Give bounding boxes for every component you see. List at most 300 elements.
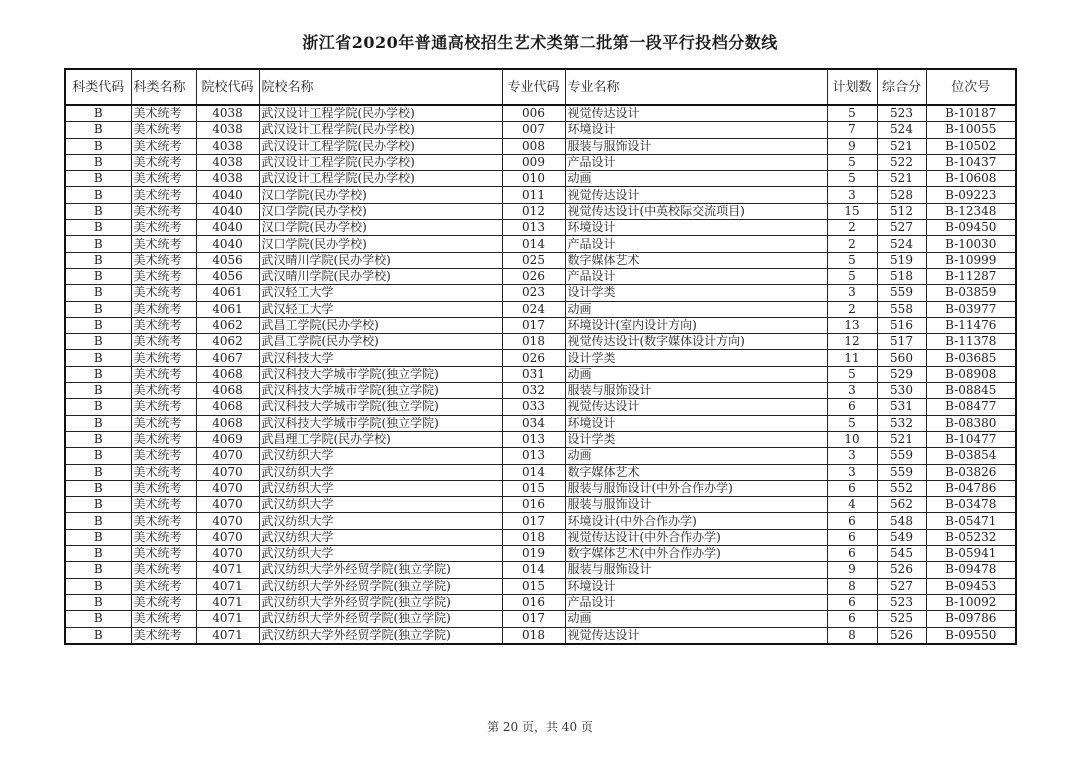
cell-subject-name: 美术统考 [131,399,196,415]
cell-composite-score: 521 [877,431,926,447]
cell-major-code: 007 [502,122,565,138]
header-school-code: 院校代码 [196,69,259,105]
cell-school-name: 武汉纺织大学 [259,464,502,480]
cell-rank-number: B-08477 [926,399,1016,415]
cell-subject-name: 美术统考 [131,594,196,610]
cell-plan-count: 5 [827,105,877,122]
cell-school-name: 武汉设计工程学院(民办学校) [259,138,502,154]
cell-subject-name: 美术统考 [131,105,196,122]
cell-major-code: 014 [502,464,565,480]
cell-major-name: 数字媒体艺术 [565,252,827,268]
cell-major-name: 视觉传达设计 [565,399,827,415]
cell-composite-score: 527 [877,220,926,236]
table-row [65,252,1016,268]
cell-composite-score: 516 [877,317,926,333]
cell-composite-score: 523 [877,594,926,610]
header-subject-name: 科类名称 [131,69,196,105]
cell-school-name: 武汉纺织大学 [259,480,502,496]
table-body [65,105,1016,644]
cell-major-name: 产品设计 [565,268,827,284]
cell-school-code: 4070 [196,480,259,496]
cell-composite-score: 559 [877,448,926,464]
cell-school-name: 武汉纺织大学 [259,448,502,464]
cell-plan-count: 6 [827,529,877,545]
cell-school-code: 4068 [196,415,259,431]
cell-school-name: 武汉纺织大学 [259,497,502,513]
cell-composite-score: 545 [877,546,926,562]
cell-major-code: 008 [502,138,565,154]
cell-plan-count: 5 [827,268,877,284]
cell-subject-name: 美术统考 [131,497,196,513]
cell-subject-name: 美术统考 [131,513,196,529]
cell-major-code: 031 [502,366,565,382]
cell-major-code: 013 [502,220,565,236]
cell-major-name: 服装与服饰设计 [565,383,827,399]
cell-rank-number: B-09450 [926,220,1016,236]
cell-rank-number: B-03685 [926,350,1016,366]
cell-school-name: 武汉轻工大学 [259,285,502,301]
cell-major-code: 013 [502,431,565,447]
cell-subject-code: B [65,105,131,122]
cell-subject-code: B [65,138,131,154]
table-row [65,431,1016,447]
cell-plan-count: 3 [827,187,877,203]
table-header [65,69,1016,105]
cell-composite-score: 560 [877,350,926,366]
table-row [65,236,1016,252]
table-row [65,611,1016,627]
cell-school-name: 汉口学院(民办学校) [259,203,502,219]
cell-subject-code: B [65,252,131,268]
cell-rank-number: B-10030 [926,236,1016,252]
cell-school-name: 武汉纺织大学 [259,546,502,562]
cell-composite-score: 549 [877,529,926,545]
cell-plan-count: 7 [827,122,877,138]
cell-major-name: 动画 [565,171,827,187]
cell-school-name: 汉口学院(民办学校) [259,220,502,236]
cell-subject-code: B [65,366,131,382]
cell-subject-code: B [65,399,131,415]
cell-school-name: 武汉轻工大学 [259,301,502,317]
cell-subject-name: 美术统考 [131,562,196,578]
cell-rank-number: B-11378 [926,334,1016,350]
cell-major-name: 服装与服饰设计 [565,497,827,513]
cell-school-name: 武汉设计工程学院(民办学校) [259,171,502,187]
cell-major-name: 环境设计 [565,220,827,236]
cell-school-code: 4040 [196,220,259,236]
cell-subject-code: B [65,154,131,170]
cell-school-code: 4070 [196,546,259,562]
cell-rank-number: B-04786 [926,480,1016,496]
cell-rank-number: B-08845 [926,383,1016,399]
cell-major-name: 环境设计 [565,415,827,431]
cell-rank-number: B-11287 [926,268,1016,284]
cell-subject-name: 美术统考 [131,350,196,366]
cell-plan-count: 12 [827,334,877,350]
cell-subject-code: B [65,285,131,301]
table-row [65,383,1016,399]
cell-composite-score: 529 [877,366,926,382]
table-row [65,399,1016,415]
table-row [65,350,1016,366]
cell-subject-code: B [65,317,131,333]
cell-subject-name: 美术统考 [131,220,196,236]
cell-subject-code: B [65,497,131,513]
cell-subject-name: 美术统考 [131,334,196,350]
cell-composite-score: 552 [877,480,926,496]
cell-rank-number: B-09478 [926,562,1016,578]
cell-subject-name: 美术统考 [131,252,196,268]
cell-major-code: 013 [502,448,565,464]
table-row [65,138,1016,154]
cell-plan-count: 6 [827,513,877,529]
cell-school-code: 4070 [196,529,259,545]
table-row [65,171,1016,187]
cell-plan-count: 3 [827,383,877,399]
cell-subject-code: B [65,627,131,644]
cell-composite-score: 526 [877,627,926,644]
cell-major-code: 016 [502,594,565,610]
cell-subject-code: B [65,268,131,284]
cell-major-name: 产品设计 [565,236,827,252]
cell-subject-name: 美术统考 [131,138,196,154]
cell-composite-score: 558 [877,301,926,317]
cell-subject-name: 美术统考 [131,480,196,496]
cell-rank-number: B-03977 [926,301,1016,317]
cell-subject-code: B [65,122,131,138]
cell-rank-number: B-03859 [926,285,1016,301]
header-major-name: 专业名称 [565,69,827,105]
table-row [65,546,1016,562]
table-row [65,317,1016,333]
cell-major-name: 视觉传达设计(中外合作办学) [565,529,827,545]
cell-subject-name: 美术统考 [131,285,196,301]
cell-rank-number: B-10477 [926,431,1016,447]
cell-plan-count: 5 [827,252,877,268]
cell-school-name: 武汉纺织大学外经贸学院(独立学院) [259,611,502,627]
table-row [65,497,1016,513]
cell-school-name: 武汉纺织大学 [259,529,502,545]
cell-rank-number: B-03826 [926,464,1016,480]
cell-major-name: 环境设计(中外合作办学) [565,513,827,529]
cell-major-name: 设计学类 [565,350,827,366]
cell-subject-code: B [65,220,131,236]
cell-subject-code: B [65,546,131,562]
cell-school-code: 4061 [196,285,259,301]
cell-composite-score: 526 [877,562,926,578]
cell-subject-name: 美术统考 [131,154,196,170]
cell-plan-count: 6 [827,611,877,627]
cell-composite-score: 548 [877,513,926,529]
cell-subject-code: B [65,187,131,203]
cell-subject-name: 美术统考 [131,203,196,219]
cell-subject-name: 美术统考 [131,578,196,594]
cell-major-name: 视觉传达设计 [565,627,827,644]
cell-school-code: 4068 [196,366,259,382]
cell-school-code: 4038 [196,122,259,138]
cell-subject-name: 美术统考 [131,366,196,382]
cell-composite-score: 530 [877,383,926,399]
cell-major-code: 017 [502,513,565,529]
cell-subject-code: B [65,383,131,399]
table-row [65,220,1016,236]
cell-school-code: 4070 [196,497,259,513]
cell-composite-score: 512 [877,203,926,219]
cell-school-name: 汉口学院(民办学校) [259,187,502,203]
cell-subject-code: B [65,448,131,464]
cell-school-name: 武汉纺织大学外经贸学院(独立学院) [259,627,502,644]
cell-plan-count: 3 [827,285,877,301]
cell-plan-count: 5 [827,154,877,170]
cell-major-name: 环境设计 [565,122,827,138]
cell-major-name: 环境设计(室内设计方向) [565,317,827,333]
cell-school-name: 武汉晴川学院(民办学校) [259,268,502,284]
cell-rank-number: B-05471 [926,513,1016,529]
cell-school-code: 4069 [196,431,259,447]
cell-school-code: 4068 [196,399,259,415]
cell-rank-number: B-08380 [926,415,1016,431]
cell-major-name: 服装与服饰设计 [565,138,827,154]
cell-plan-count: 11 [827,350,877,366]
cell-subject-name: 美术统考 [131,529,196,545]
cell-subject-name: 美术统考 [131,301,196,317]
cell-school-name: 武汉设计工程学院(民办学校) [259,105,502,122]
cell-subject-name: 美术统考 [131,171,196,187]
cell-school-code: 4062 [196,317,259,333]
cell-subject-name: 美术统考 [131,122,196,138]
cell-subject-code: B [65,301,131,317]
cell-plan-count: 2 [827,301,877,317]
cell-subject-name: 美术统考 [131,268,196,284]
cell-plan-count: 9 [827,138,877,154]
table-row [65,480,1016,496]
cell-plan-count: 5 [827,366,877,382]
cell-school-code: 4071 [196,578,259,594]
header-school-name: 院校名称 [259,69,502,105]
table-row [65,562,1016,578]
table-row [65,513,1016,529]
cell-major-code: 019 [502,546,565,562]
cell-major-code: 011 [502,187,565,203]
cell-school-name: 汉口学院(民办学校) [259,236,502,252]
cell-rank-number: B-05941 [926,546,1016,562]
cell-subject-code: B [65,431,131,447]
cell-school-code: 4071 [196,594,259,610]
cell-composite-score: 527 [877,578,926,594]
table-row [65,301,1016,317]
cell-school-code: 4056 [196,268,259,284]
cell-rank-number: B-09223 [926,187,1016,203]
cell-subject-name: 美术统考 [131,611,196,627]
cell-major-name: 环境设计 [565,578,827,594]
cell-major-code: 014 [502,562,565,578]
cell-composite-score: 525 [877,611,926,627]
cell-school-name: 武汉纺织大学外经贸学院(独立学院) [259,578,502,594]
table-row [65,187,1016,203]
cell-major-name: 视觉传达设计(数字媒体设计方向) [565,334,827,350]
cell-school-code: 4070 [196,464,259,480]
cell-plan-count: 4 [827,497,877,513]
admission-score-table [64,68,1017,645]
cell-major-name: 数字媒体艺术 [565,464,827,480]
cell-rank-number: B-10437 [926,154,1016,170]
cell-school-code: 4038 [196,154,259,170]
cell-rank-number: B-12348 [926,203,1016,219]
cell-major-code: 025 [502,252,565,268]
table-row [65,627,1016,644]
cell-composite-score: 528 [877,187,926,203]
cell-major-name: 设计学类 [565,431,827,447]
cell-major-name: 视觉传达设计(中英校际交流项目) [565,203,827,219]
cell-major-code: 026 [502,350,565,366]
cell-major-name: 产品设计 [565,154,827,170]
cell-school-code: 4068 [196,383,259,399]
cell-major-code: 014 [502,236,565,252]
cell-composite-score: 559 [877,285,926,301]
cell-subject-name: 美术统考 [131,415,196,431]
cell-school-name: 武汉纺织大学 [259,513,502,529]
cell-plan-count: 10 [827,431,877,447]
cell-school-code: 4071 [196,627,259,644]
cell-major-code: 010 [502,171,565,187]
cell-composite-score: 531 [877,399,926,415]
cell-plan-count: 5 [827,171,877,187]
cell-subject-name: 美术统考 [131,383,196,399]
cell-school-name: 武汉科技大学城市学院(独立学院) [259,366,502,382]
cell-school-name: 武汉纺织大学外经贸学院(独立学院) [259,562,502,578]
header-plan-count: 计划数 [827,69,877,105]
table-row [65,268,1016,284]
cell-school-name: 武汉设计工程学院(民办学校) [259,154,502,170]
table-row [65,415,1016,431]
cell-major-code: 016 [502,497,565,513]
cell-rank-number: B-03854 [926,448,1016,464]
cell-school-code: 4040 [196,187,259,203]
cell-major-code: 006 [502,105,565,122]
cell-rank-number: B-09550 [926,627,1016,644]
cell-subject-code: B [65,334,131,350]
cell-composite-score: 524 [877,122,926,138]
cell-composite-score: 562 [877,497,926,513]
cell-major-code: 012 [502,203,565,219]
cell-school-code: 4040 [196,236,259,252]
cell-major-name: 产品设计 [565,594,827,610]
cell-composite-score: 522 [877,154,926,170]
cell-school-code: 4038 [196,138,259,154]
cell-subject-code: B [65,203,131,219]
cell-plan-count: 6 [827,594,877,610]
cell-school-code: 4061 [196,301,259,317]
cell-rank-number: B-08908 [926,366,1016,382]
cell-school-name: 武汉科技大学城市学院(独立学院) [259,415,502,431]
cell-major-name: 动画 [565,366,827,382]
cell-subject-code: B [65,562,131,578]
document-title: 浙江省2020年普通高校招生艺术类第二批第一段平行投档分数线 [302,33,778,52]
cell-major-code: 018 [502,529,565,545]
cell-major-name: 视觉传达设计 [565,187,827,203]
cell-composite-score: 521 [877,171,926,187]
cell-major-code: 032 [502,383,565,399]
cell-major-name: 动画 [565,611,827,627]
cell-plan-count: 6 [827,399,877,415]
cell-school-code: 4038 [196,105,259,122]
cell-school-code: 4071 [196,611,259,627]
cell-plan-count: 8 [827,627,877,644]
table-row [65,334,1016,350]
cell-school-name: 武昌工学院(民办学校) [259,317,502,333]
cell-school-code: 4067 [196,350,259,366]
cell-school-name: 武汉晴川学院(民办学校) [259,252,502,268]
cell-major-name: 服装与服饰设计 [565,562,827,578]
header-major-code: 专业代码 [502,69,565,105]
cell-rank-number: B-10502 [926,138,1016,154]
cell-school-code: 4070 [196,448,259,464]
cell-major-code: 017 [502,317,565,333]
table-row [65,105,1016,122]
cell-rank-number: B-10999 [926,252,1016,268]
cell-school-name: 武昌理工学院(民办学校) [259,431,502,447]
cell-subject-code: B [65,611,131,627]
cell-subject-code: B [65,415,131,431]
table-row [65,578,1016,594]
cell-major-code: 033 [502,399,565,415]
page-footer: 第 20 页，共 40 页 [487,720,593,734]
cell-plan-count: 5 [827,415,877,431]
cell-school-code: 4040 [196,203,259,219]
cell-major-code: 015 [502,578,565,594]
cell-school-code: 4070 [196,513,259,529]
cell-plan-count: 8 [827,578,877,594]
table-row [65,594,1016,610]
cell-subject-code: B [65,464,131,480]
header-composite-score: 综合分 [877,69,926,105]
cell-plan-count: 3 [827,464,877,480]
cell-subject-name: 美术统考 [131,627,196,644]
cell-rank-number: B-10608 [926,171,1016,187]
cell-school-name: 武汉设计工程学院(民办学校) [259,122,502,138]
table-row [65,122,1016,138]
cell-subject-name: 美术统考 [131,317,196,333]
table-row [65,154,1016,170]
table-row [65,448,1016,464]
cell-composite-score: 517 [877,334,926,350]
cell-plan-count: 15 [827,203,877,219]
cell-school-name: 武汉科技大学城市学院(独立学院) [259,399,502,415]
cell-major-name: 动画 [565,448,827,464]
cell-plan-count: 9 [827,562,877,578]
cell-plan-count: 3 [827,448,877,464]
cell-major-name: 设计学类 [565,285,827,301]
cell-subject-name: 美术统考 [131,187,196,203]
cell-rank-number: B-10092 [926,594,1016,610]
cell-subject-code: B [65,171,131,187]
cell-major-code: 023 [502,285,565,301]
cell-rank-number: B-10055 [926,122,1016,138]
cell-major-code: 026 [502,268,565,284]
cell-rank-number: B-05232 [926,529,1016,545]
cell-plan-count: 2 [827,220,877,236]
cell-subject-name: 美术统考 [131,236,196,252]
table-row [65,464,1016,480]
cell-subject-code: B [65,578,131,594]
cell-composite-score: 532 [877,415,926,431]
cell-plan-count: 6 [827,546,877,562]
cell-subject-code: B [65,594,131,610]
table-row [65,366,1016,382]
cell-major-name: 服装与服饰设计(中外合作办学) [565,480,827,496]
cell-subject-name: 美术统考 [131,464,196,480]
cell-plan-count: 13 [827,317,877,333]
